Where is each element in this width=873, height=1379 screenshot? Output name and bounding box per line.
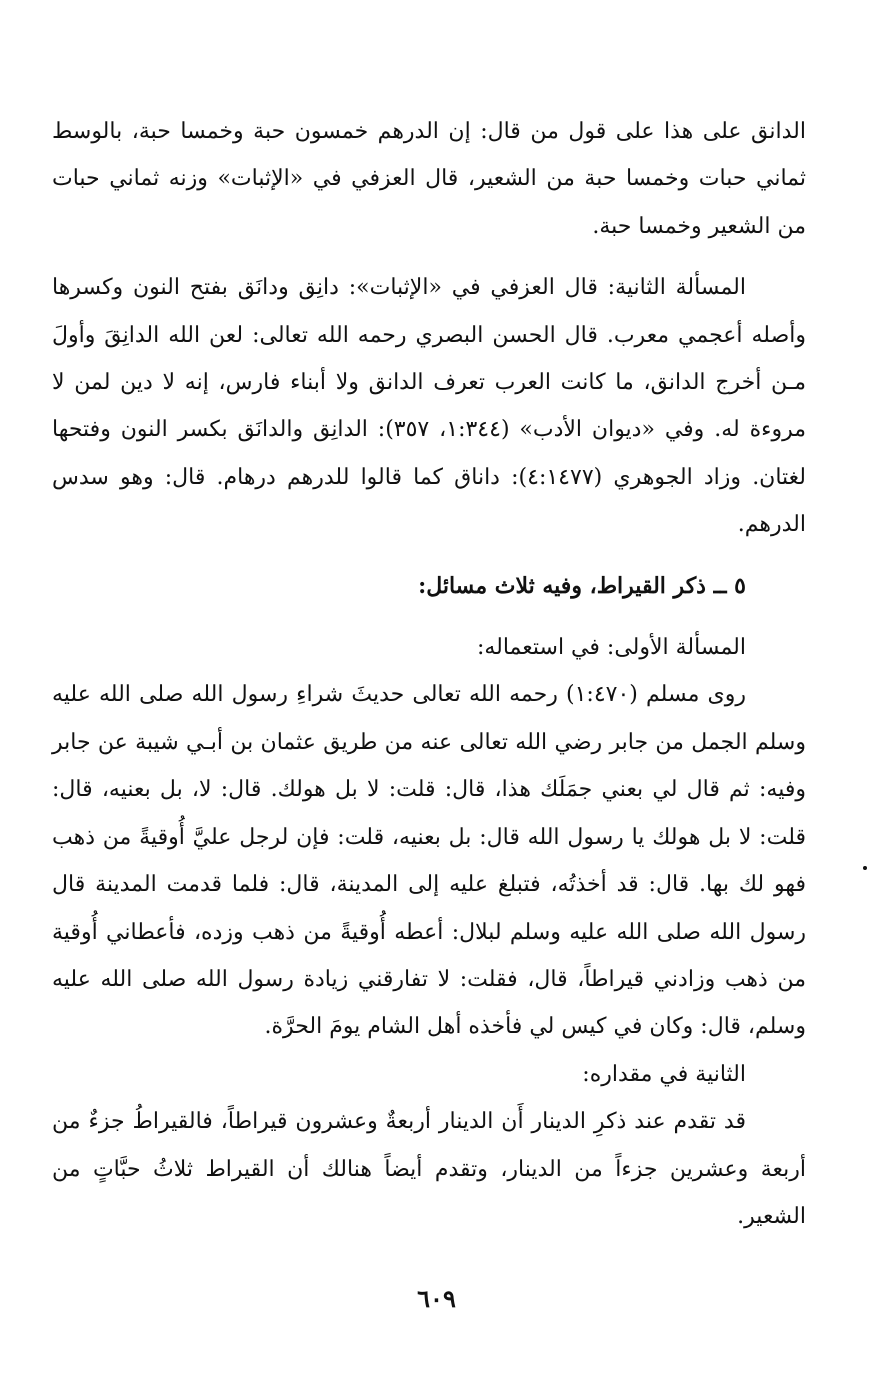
section-heading-qirat: ٥ ــ ذكر القيراط، وفيه ثلاث مسائل:	[418, 572, 746, 599]
paragraph-daniq-weight: الدانق على هذا على قول من قال: إن الدرهم خمسون حبة وخمسا حبة، بالوسط ثماني حبات وخمسا حبة من الشعير، قال العزفي في «الإثبات» وزنه ثماني حبات من الشعير وخمسا حبة.	[52, 119, 806, 239]
subheading-second-question: الثانية في مقداره:	[582, 1061, 746, 1087]
page-number: ٦٠٩	[417, 1284, 456, 1313]
stray-mark	[863, 866, 867, 870]
paragraph-second-question: المسألة الثانية: قال العزفي في «الإثبات»: دانِق ودانَق بفتح النون وكسرها وأصله أعجمي معرب. قال الحسن البصري رحمه الله تعالى: لعن الله الدانِقَ وأولَ مـن أخرج الدانق، ما كانت العرب تعرف الدانق ولا أبناء فارس، إنه لا دين لمن لا مروءة له. وفي «ديوان الأدب» (١:٣٤٤، ٣٥٧): الدانِق والدانَق بكسر النون وفتحها لغتان. وزاد الجوهري (٤:١٤٧٧): داناق كما قالوا للدرهم درهام. قال: وهو سدس الدرهم.	[52, 275, 806, 538]
paragraph-qirat-amount: قد تقدم عند ذكرِ الدينار أَن الدينار أربعةٌ وعشرون قيراطاً، فالقيراطُ جزءٌ من أربعة وعشرين جزءاً من الدينار، وتقدم أيضاً هنالك أن القيراط ثلاثُ حبَّاتٍ من الشعير.	[52, 1109, 806, 1229]
subheading-first-question: المسألة الأولى: في استعماله:	[476, 635, 746, 661]
page-body	[52, 108, 806, 1240]
paragraph-muslim-narration: روى مسلم (١:٤٧٠) رحمه الله تعالى حديثَ شراءِ رسول الله صلى الله عليه وسلم الجمل من جابر رضي الله تعالى عنه من طريق عثمان بن أبـي شيبة عن جابر وفيه: ثم قال لي بعني جمَلَك هذا، قال: قلت: لا بل هولك. قال: لا، بل بعنيه، قال: قلت: لا بل هولك يا رسول الله قال: بل بعنيه، قلت: فإن لرجل عليَّ أُوقيةً من ذهب فهو لك بها. قال: قد أخذتُه، فتبلغ عليه إلى المدينة، قال: فلما قدمت المدينة قال رسول الله صلى الله عليه وسلم لبلال: أعطه أُوقيةً من ذهب وزده، فأعطاني أُوقية من ذهب وزادني قيراطاً، قال، فقلت: لا تفارقني زيادة رسول الله صلى الله عليه وسلم، قال: وكان في كيس لي فأخذه أهل الشام يومَ الحرَّة.	[52, 682, 807, 1040]
